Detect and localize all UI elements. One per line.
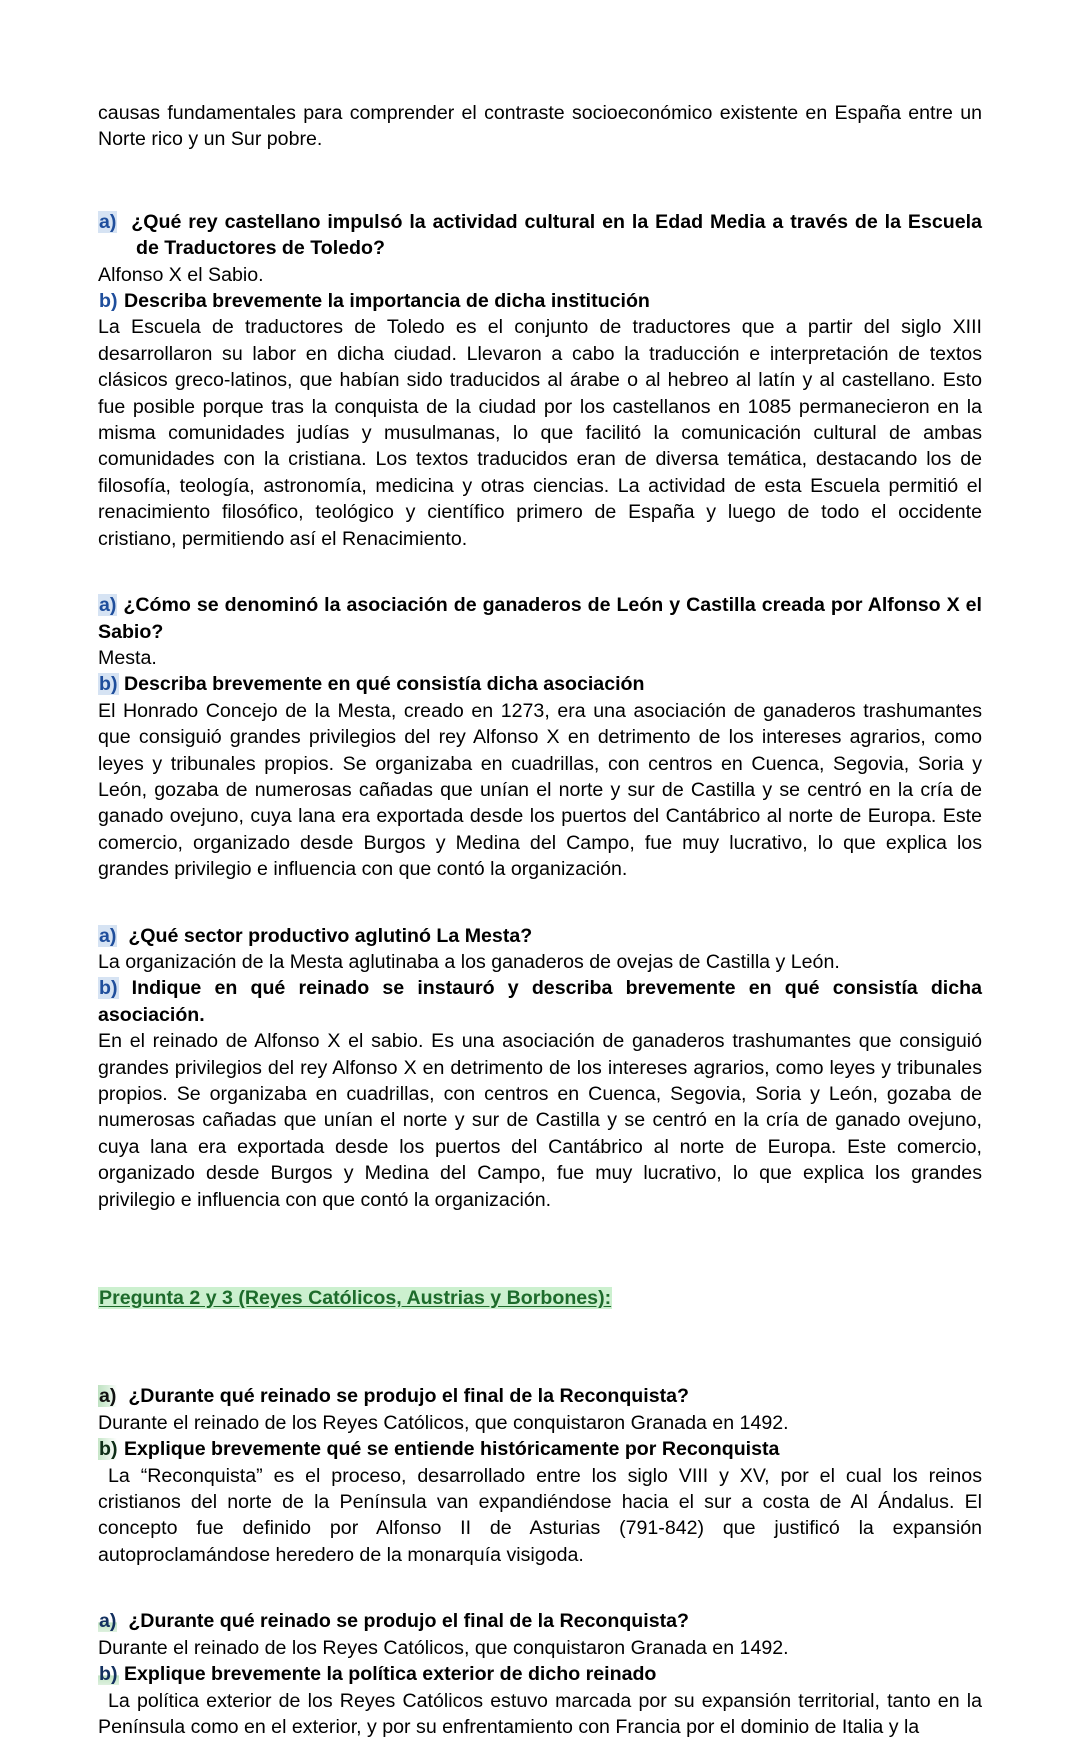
section-heading-text: Pregunta 2 y 3 (Reyes Católicos, Austrias y Borbones): [98, 1287, 612, 1309]
q1-b-question: Describa brevemente la importancia de dicha institución [124, 290, 650, 312]
q2-b-answer: El Honrado Concejo de la Mesta, creado en 1273, era una asociación de ganaderos trashumantes que consiguió grandes privilegios del rey Alfonso X en detrimento de los intereses agrarios, como leyes y tribunales propios. Se organizaba en cuadrillas, con centros en Cuenca, Segovia, Soria y León, gozaba de numerosas cañadas que unían el norte y sur de Castilla y se centró en la cría de ganado ovejuno, cuya lana era exportada desde los puertos del Cantábrico al norte de Europa. Este comercio, organizado desde Burgos y Medina del Campo, fue muy lucrativo, lo que explica los grandes privilegio e influencia con que contó la organización. [98, 698, 982, 883]
q3-a-line [98, 923, 982, 949]
q1-b-line [98, 288, 982, 314]
q2-b-question: Describa brevemente en qué consistía dicha asociación [124, 673, 645, 695]
q4-a-question: ¿Durante qué reinado se produjo el final de la Reconquista? [128, 1385, 689, 1407]
q1-b-answer: La Escuela de traductores de Toledo es el conjunto de traductores que a partir del siglo XIII desarrollaron su labor en dicha ciudad. Llevaron a cabo la traducción e interpretación de textos clásicos greco-latinos, que habían sido traducidos al árabe o al hebreo al latín y al castellano. Esto fue posible porque tras la conquista de la ciudad por los castellanos en 1085 permanecieron en la misma comunidades judías y musulmanas, lo que facilitó la comunicación cultural de ambas comunidades con la cristiana. Los textos traducidos eran de diversa temática, destacando los de filosofía, teología, astronomía, medicina y otras ciencias. La actividad de esta Escuela permitió el renacimiento filosófico, teológico y científico primero de España y luego de todo el occidente cristiano, permitiendo así el Renacimiento. [98, 314, 982, 552]
q2-a-answer: Mesta. [98, 645, 982, 671]
q2-a-line [98, 592, 982, 645]
section-heading [98, 1285, 982, 1311]
q5-a-question: ¿Durante qué reinado se produjo el final de la Reconquista? [128, 1610, 689, 1632]
q5-a-line [98, 1608, 982, 1634]
q4-a-answer: Durante el reinado de los Reyes Católicos, que conquistaron Granada en 1492. [98, 1410, 982, 1436]
spacer [98, 153, 982, 209]
question-block-2 [98, 592, 982, 882]
question-block-3 [98, 923, 982, 1213]
q5-b-answer: La política exterior de los Reyes Católicos estuvo marcada por su expansión territorial, tanto en la Península como en el exterior, y por su enfrentamiento con Francia por el dominio de Italia y la [98, 1688, 982, 1740]
q1-a-answer: Alfonso X el Sabio. [98, 262, 982, 288]
q2-a-label: a) [98, 594, 117, 616]
page-content [98, 100, 982, 1740]
q5-b-label: b) [98, 1663, 119, 1685]
question-block-5 [98, 1608, 982, 1740]
q5-a-answer: Durante el reinado de los Reyes Católicos, que conquistaron Granada en 1492. [98, 1635, 982, 1661]
q5-a-label: a) [98, 1610, 117, 1632]
q1-a-question: ¿Qué rey castellano impulsó la actividad cultural en la Edad Media a través de la Escuela de Traductores de Toledo? [131, 211, 982, 259]
q4-b-question: Explique brevemente qué se entiende históricamente por Reconquista [124, 1438, 779, 1460]
q2-b-line [98, 671, 982, 697]
q3-b-label: b) [98, 977, 119, 999]
q2-b-label: b) [98, 673, 119, 695]
q3-b-line [98, 975, 982, 1028]
spacer [98, 1568, 982, 1608]
q2-a-question: ¿Cómo se denominó la asociación de ganaderos de León y Castilla creada por Alfonso X el Sabio? [98, 594, 982, 642]
q4-a-label: a) [98, 1385, 117, 1407]
question-block-1 [98, 209, 982, 552]
q4-b-answer: La “Reconquista” es el proceso, desarrollado entre los siglo VIII y XV, por el cual los reinos cristianos del norte de la Península van expandiéndose hacia el sur a costa de Al Ándalus. El concepto fue definido por Alfonso II de Asturias (791-842) que justificó la expansión autoproclamándose heredero de la monarquía visigoda. [98, 1463, 982, 1569]
q5-b-question: Explique brevemente la política exterior de dicho reinado [124, 1663, 656, 1685]
spacer [98, 883, 982, 923]
q3-b-answer: En el reinado de Alfonso X el sabio. Es una asociación de ganaderos trashumantes que consiguió grandes privilegios del rey Alfonso X en detrimento de los intereses agrarios, como leyes y tribunales propios. Se organizaba en cuadrillas, con centros en Cuenca, Segovia, Soria y León, gozaba de numerosas cañadas que unían el norte y sur de Castilla y se centró en la cría de ganado ovejuno, cuya lana era exportada desde los puertos del Cantábrico al norte de Europa. Este comercio, organizado desde Burgos y Medina del Campo, fue muy lucrativo, lo que explica los grandes privilegio e influencia con que contó la organización. [98, 1028, 982, 1213]
q3-a-label: a) [98, 925, 117, 947]
q3-b-question: Indique en qué reinado se instauró y describa brevemente en qué consistía dicha asociación. [98, 977, 982, 1025]
question-block-4 [98, 1383, 982, 1568]
q1-b-label: b) [98, 290, 119, 312]
q5-b-line [98, 1661, 982, 1687]
spacer [98, 1311, 982, 1383]
q1-a-label: a) [98, 211, 117, 233]
q4-b-label: b) [98, 1438, 119, 1460]
q3-a-question: ¿Qué sector productivo aglutinó La Mesta? [128, 925, 532, 947]
intro-paragraph: causas fundamentales para comprender el contraste socioeconómico existente en España entre un Norte rico y un Sur pobre. [98, 100, 982, 153]
spacer [98, 552, 982, 592]
q3-a-answer: La organización de la Mesta aglutinaba a los ganaderos de ovejas de Castilla y León. [98, 949, 982, 975]
q1-a-line [98, 209, 982, 262]
spacer [98, 1213, 982, 1285]
q4-b-line [98, 1436, 982, 1462]
q4-a-line [98, 1383, 982, 1409]
